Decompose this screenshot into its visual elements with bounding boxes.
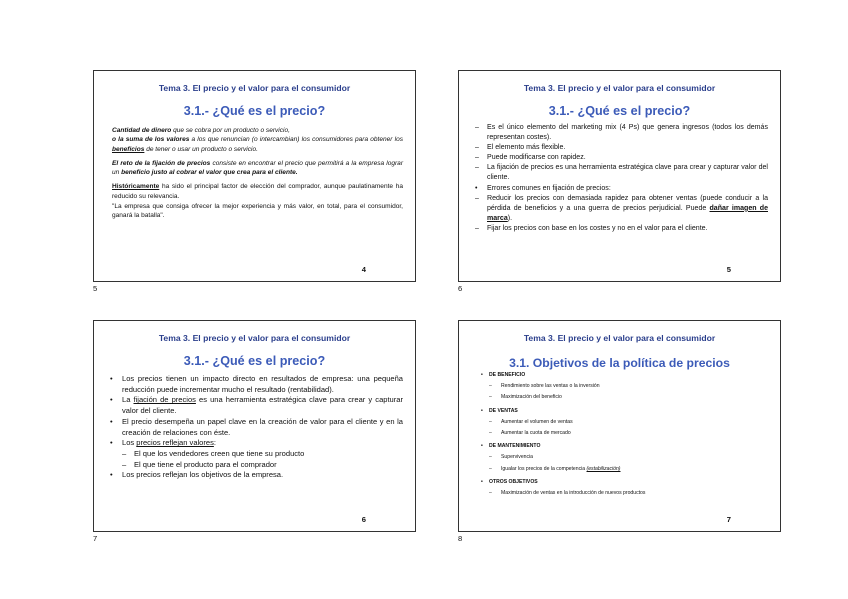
item-text: es una herramienta estratégica clave para crear y capturar valor del cliente.: [122, 395, 403, 416]
list-item: [110, 374, 403, 395]
objective-group: [481, 408, 770, 415]
underlined-text: fijación de precios: [133, 395, 196, 405]
underlined-text: Históricamente: [112, 183, 160, 191]
slide-topic: Tema 3. El precio y el valor para el consumidor: [523, 333, 716, 343]
dash-marker: –: [489, 454, 492, 461]
slide-4: [458, 320, 781, 532]
item-text: ).: [507, 214, 513, 222]
text: consiste en encontrar el precio que permitirá a la empresa lograr un: [112, 159, 403, 177]
dash-marker: –: [489, 430, 492, 437]
slide-1: [93, 70, 416, 282]
objective-item: [481, 383, 770, 390]
list-item: [110, 470, 403, 481]
page-number: 5: [93, 284, 98, 293]
slide-2: [458, 70, 781, 282]
item-text: La: [122, 395, 134, 405]
slide-heading: 3.1.- ¿Qué es el precio?: [548, 104, 691, 118]
underlined-text: (estabilización): [586, 465, 621, 472]
page-number: 7: [93, 534, 98, 543]
slide-number: 5: [726, 265, 731, 274]
list-item: [475, 194, 768, 224]
bullet-marker: •: [481, 443, 483, 450]
item-text: Los: [122, 438, 137, 448]
slide-number: 6: [361, 515, 366, 524]
underlined-text: dañar imagen de marca: [487, 204, 768, 222]
item-text: :: [213, 438, 216, 448]
item-text: Puede modificarse con rapidez.: [487, 154, 586, 162]
paragraph: [112, 126, 403, 154]
bullet-marker: •: [110, 374, 113, 383]
item-text: Aumentar el volumen de ventas: [501, 418, 573, 425]
objective-item: [481, 430, 770, 437]
slide-heading: 3.1.- ¿Qué es el precio?: [183, 354, 326, 368]
page-number: 6: [458, 284, 463, 293]
list-item: [475, 184, 768, 194]
slide-number: 4: [361, 265, 366, 274]
underlined-text: precios reflejan valores: [136, 438, 214, 448]
objectives-list: [481, 372, 770, 497]
dash-marker: –: [489, 418, 492, 425]
slide-body: [112, 126, 403, 226]
bullet-marker: •: [110, 395, 113, 405]
text: "La empresa que consiga ofrecer la mejor experiencia y más valor, en total, para el consumidor, ganará la batalla".: [112, 203, 403, 220]
group-title: DE VENTAS: [489, 407, 518, 414]
slide-heading: 3.1. Objetivos de la política de precios: [509, 356, 730, 370]
list-item: [475, 143, 768, 153]
item-text: Errores comunes en fijación de precios:: [487, 184, 611, 192]
dash-marker: –: [475, 154, 479, 162]
group-title: DE BENEFICIO: [489, 372, 526, 378]
page-number: 8: [458, 534, 463, 543]
slide-number: 7: [726, 515, 731, 524]
bullet-marker: •: [481, 478, 483, 485]
list-item: [475, 153, 768, 163]
text: al cobrar el valor que crea para el cliente.: [167, 169, 298, 177]
group-title: DE MANTENIMIENTO: [489, 443, 541, 450]
bullet-marker: •: [110, 470, 113, 480]
item-text: Igualar los precios de la competencia: [501, 465, 587, 472]
list-item: [475, 224, 768, 234]
dash-marker: –: [475, 124, 479, 131]
paragraph: [112, 182, 403, 201]
item-text: El elemento más flexible.: [487, 144, 566, 152]
text: que se cobra por un producto o servicio,: [171, 127, 290, 134]
item-text: Rendimiento sobre las ventas o la inversión: [501, 383, 600, 390]
item-text: Supervivencia: [501, 454, 533, 461]
paragraph: [112, 159, 403, 178]
list-item: [475, 163, 768, 183]
item-text: El precio desempeña un papel clave en la creación de valor para el cliente y en la creación de relaciones con éste.: [122, 416, 403, 437]
item-text: Fijar los precios con base en los costes y no en el valor para el cliente.: [487, 224, 708, 232]
item-text: Maximización de ventas en la introducción de nuevos productos: [501, 490, 646, 497]
list-item: [122, 460, 403, 471]
slide-topic: Tema 3. El precio y el valor para el consumidor: [158, 83, 351, 93]
bullet-marker: •: [110, 416, 113, 426]
bold-text: Cantidad de dinero: [112, 127, 172, 134]
bullet-marker: •: [481, 372, 483, 378]
group-title: OTROS OBJETIVOS: [489, 478, 538, 485]
dash-marker: –: [475, 164, 479, 172]
item-text: El que los vendedores creen que tiene su producto: [134, 448, 305, 458]
dash-marker: –: [122, 459, 127, 469]
bullet-marker: •: [110, 438, 113, 448]
text: a los que renuncian (o intercambian) los consumidores para obtener los: [189, 136, 404, 144]
objective-group: [481, 443, 770, 450]
item-text: El que tiene el producto para el comprador: [134, 459, 277, 469]
objective-group: [481, 479, 770, 486]
slide-heading: 3.1.- ¿Qué es el precio?: [183, 104, 326, 118]
item-text: Es el único elemento del marketing mix (4 Ps) que genera ingresos (todos los demás representan costes).: [487, 124, 768, 142]
dash-marker: –: [122, 448, 127, 458]
item-text: Los precios reflejan los objetivos de la empresa.: [122, 470, 284, 480]
objective-item: [481, 466, 770, 473]
objective-item: [481, 454, 770, 461]
dash-marker: –: [475, 144, 479, 152]
dash-marker: –: [489, 394, 492, 401]
dash-marker: –: [475, 194, 479, 202]
item-text: Aumentar la cuota de mercado: [501, 430, 571, 437]
bullet-marker: •: [475, 184, 478, 192]
dash-marker: –: [475, 224, 479, 232]
dash-marker: –: [489, 490, 492, 497]
list-item: [122, 449, 403, 460]
item-text: Maximización del beneficio: [501, 394, 562, 401]
bold-text: beneficio justo: [121, 169, 168, 177]
list-item: [110, 417, 403, 438]
objective-item: [481, 394, 770, 401]
dash-marker: –: [489, 383, 492, 390]
slide-list: [475, 123, 768, 234]
bullet-marker: •: [481, 407, 483, 414]
list-item: [110, 438, 403, 449]
text: ha sido el principal factor de elección del comprador, aunque paulatinamente ha reducido su relevancia.: [112, 183, 403, 200]
list-item: [110, 395, 403, 416]
objective-item: [481, 490, 770, 497]
slide-topic: Tema 3. El precio y el valor para el consumidor: [523, 83, 716, 93]
item-text: La fijación de precios es una herramienta estratégica clave para crear y capturar valor del cliente.: [487, 164, 768, 182]
slide-topic: Tema 3. El precio y el valor para el consumidor: [158, 333, 351, 343]
item-text: Los precios tienen un impacto directo en resultados de empresa: una pequeña reducción puede incrementar mucho el resultado (rentabilidad).: [122, 374, 403, 394]
slide-3: [93, 320, 416, 532]
slide-list: [110, 374, 403, 481]
item-text: Reducir los precios con demasiada rapidez para obtener ventas (puede conducir a la pérdida de beneficios y a una guerra de precios perjudicial. Puede: [487, 194, 768, 212]
quote: [112, 202, 403, 221]
underlined-text: beneficios: [112, 145, 145, 153]
bold-text: El reto de la fijación de precios: [112, 159, 211, 167]
bold-text: o la suma de los valores: [112, 136, 190, 144]
objective-group: [481, 372, 770, 379]
list-item: [475, 123, 768, 143]
text: de tener o usar un producto o servicio.: [144, 145, 258, 153]
objective-item: [481, 419, 770, 426]
dash-marker: –: [489, 465, 492, 472]
